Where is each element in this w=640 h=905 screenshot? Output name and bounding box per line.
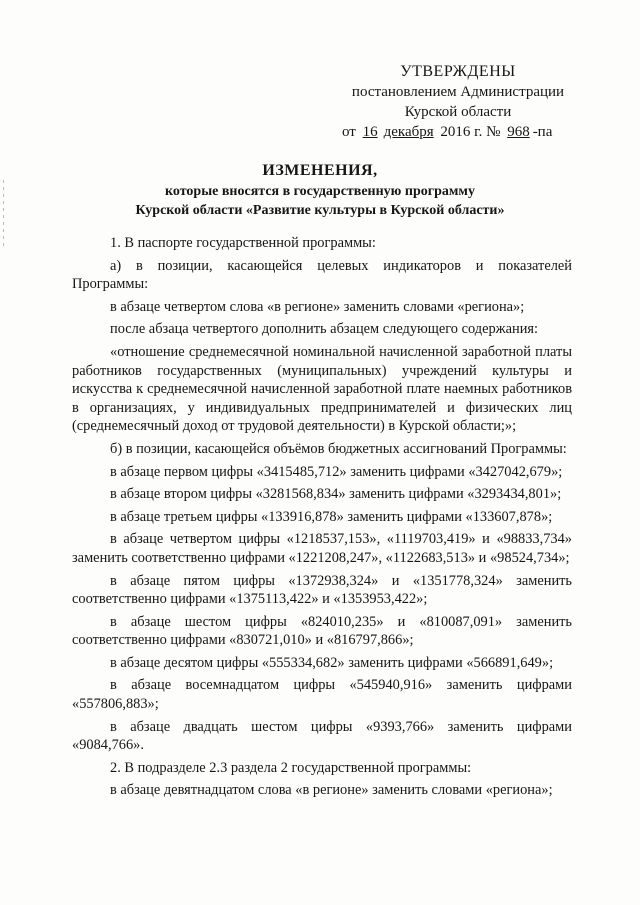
document-body — [72, 234, 572, 800]
date-year: 2016 г. № — [440, 124, 501, 140]
paragraph: в абзаце четвертом слова «в регионе» заменить словами «региона»; — [110, 298, 525, 315]
date-prefix: от — [342, 124, 356, 140]
document-subtitle-1: которые вносятся в государственную программу — [165, 184, 475, 199]
paragraph: 2. В подразделе 2.3 раздела 2 государственной программы: — [110, 759, 472, 776]
paragraph: в абзаце восемнадцатом цифры «545940,916» заменить цифрами «557806,883»; — [72, 677, 572, 713]
approval-block — [338, 62, 578, 142]
paragraph: в абзаце пятом цифры «1372938,324» и «1351778,324» заменить соответственно цифрами «1375113,422» и «1353953,422»; — [72, 572, 572, 608]
paragraph: в абзаце четвертом цифры «1218537,153», «1119703,419» и «98833,734» заменить соответственно цифрами «1221208,247», «1122683,513» и «98524,734»; — [72, 531, 572, 566]
paragraph: в абзаце первом цифры «3415485,712» заменить цифрами «3427042,679»; — [110, 463, 563, 480]
paragraph: в абзаце десятом цифры «555334,682» заменить цифрами «566891,649»; — [110, 654, 554, 671]
paragraph: в абзаце третьем цифры «133916,878» заменить цифрами «133607,878»; — [110, 508, 553, 525]
approval-title: УТВЕРЖДЕНЫ — [400, 63, 516, 80]
approval-line-1: постановлением Администрации — [351, 84, 565, 100]
scan-margin-mark — [3, 180, 4, 250]
document-title: ИЗМЕНЕНИЯ, — [262, 162, 378, 179]
paragraph: в абзаце девятнадцатом слова «в регионе» заменить словами «региона»; — [110, 782, 553, 799]
approval-line-2: Курской области — [404, 104, 512, 120]
paragraph: 1. В паспорте государственной программы: — [110, 235, 376, 251]
paragraph: в абзаце втором цифры «3281568,834» заменить цифрами «3293434,801»; — [110, 486, 562, 503]
paragraph: в абзаце двадцать шестом цифры «9393,766» заменить цифрами «9084,766». — [72, 718, 572, 754]
paragraph: в абзаце шестом цифры «824010,235» и «810087,091» заменить соответственно цифрами «830721,010» и «816797,866»; — [72, 613, 572, 649]
date-day: 16 — [362, 124, 378, 140]
approval-date-line — [338, 122, 578, 142]
paragraph: а) в позиции, касающейся целевых индикаторов и показателей Программы: — [72, 257, 572, 293]
date-month: декабря — [383, 124, 434, 140]
document-subtitle-2: Курской области «Развитие культуры в Курской области» — [135, 203, 505, 218]
paragraph: «отношение среднемесячной номинальной начисленной заработной платы работников государственных (муниципальных) учреждений культуры и искусства к среднемесячной начисленной заработной плате наемных работников в организациях, у индивидуальных предпринимателей и физических лиц (среднемесячный доход от трудовой деятельности) в Курской области;»; — [72, 343, 572, 435]
decree-number: 968 — [507, 124, 530, 140]
paragraph: б) в позиции, касающейся объёмов бюджетных ассигнований Программы: — [110, 440, 567, 457]
decree-number-suffix: -па — [532, 124, 553, 140]
paragraph: после абзаца четвертого дополнить абзацем следующего содержания: — [110, 321, 539, 338]
document-heading — [70, 160, 570, 220]
